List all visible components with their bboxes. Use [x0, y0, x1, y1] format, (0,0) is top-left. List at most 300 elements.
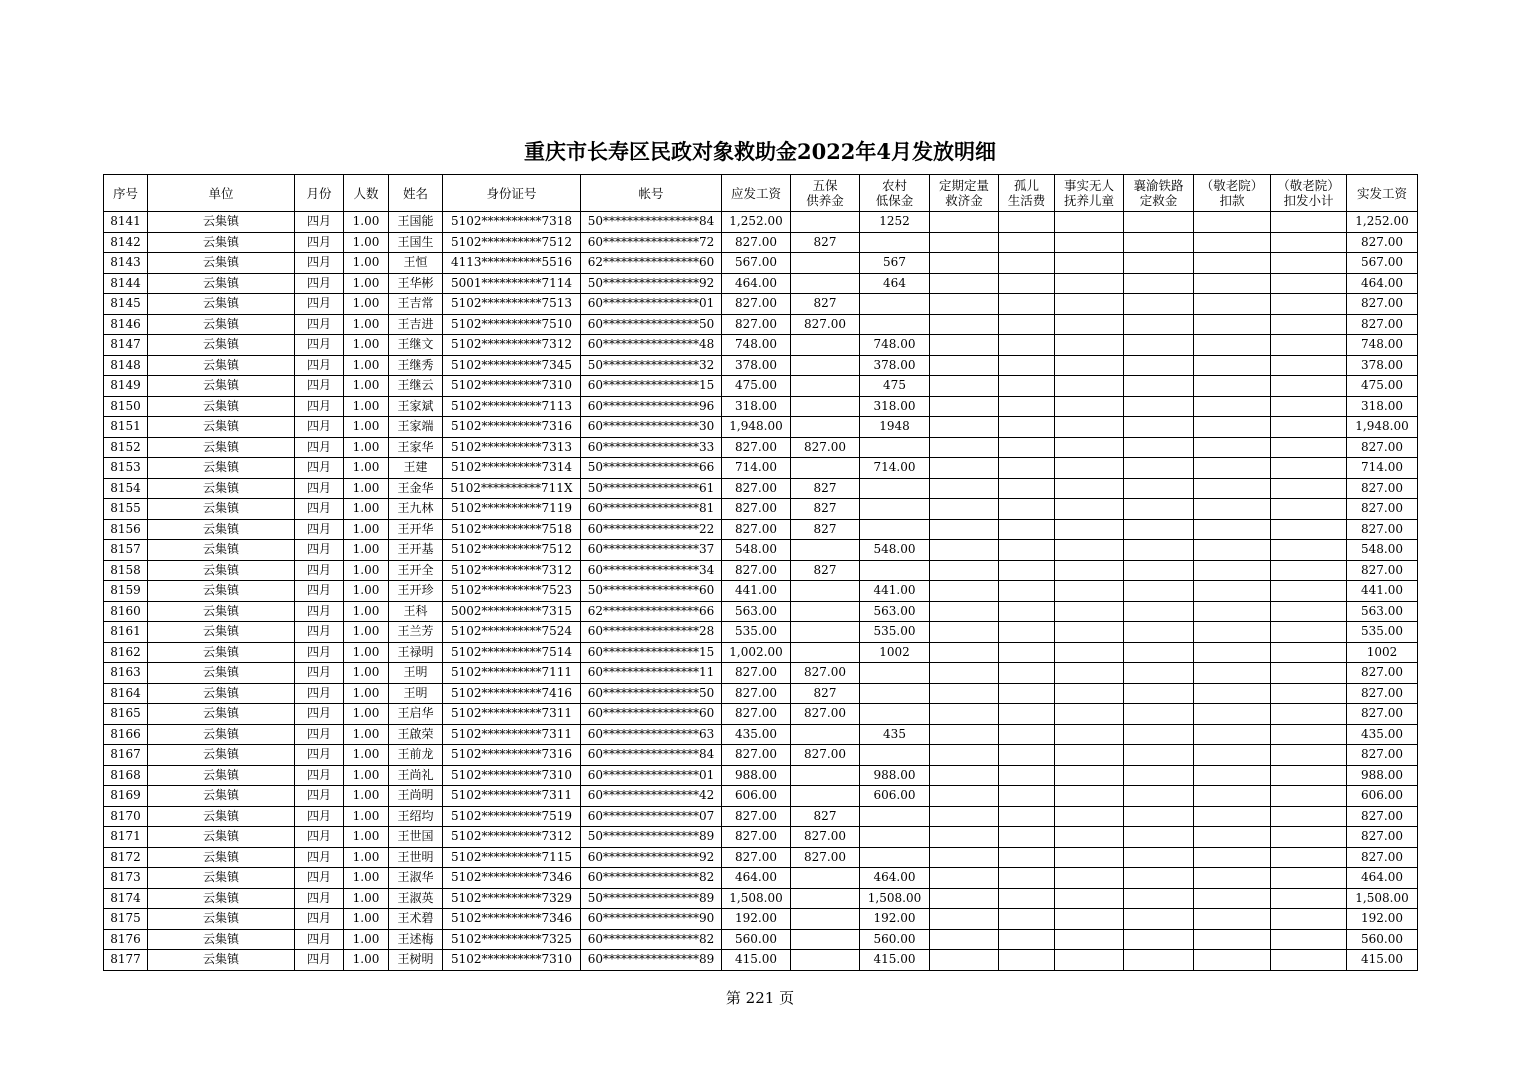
table-row: [104, 458, 1418, 479]
cell-empty: [1194, 601, 1271, 622]
cell-empty: [930, 458, 999, 479]
cell-empty: [1271, 745, 1347, 766]
cell-dibao: 318.00: [860, 396, 930, 417]
cell-actual: 827.00: [1347, 827, 1418, 848]
cell-id: 5102**********7346: [443, 909, 581, 930]
cell-empty: [1194, 212, 1271, 233]
cell-empty: [930, 519, 999, 540]
cell-seq: 8148: [104, 355, 148, 376]
cell-unit: 云集镇: [148, 601, 295, 622]
cell-name: 王述梅: [389, 929, 443, 950]
cell-empty: [1055, 519, 1124, 540]
cell-actual: 748.00: [1347, 335, 1418, 356]
cell-seq: 8144: [104, 273, 148, 294]
cell-seq: 8175: [104, 909, 148, 930]
cell-id: 5102**********7316: [443, 745, 581, 766]
cell-due: 606.00: [722, 786, 791, 807]
cell-empty: [1194, 560, 1271, 581]
cell-dibao: 714.00: [860, 458, 930, 479]
cell-empty: [930, 765, 999, 786]
cell-id: 5102**********7416: [443, 683, 581, 704]
cell-empty: [999, 601, 1055, 622]
cell-empty: [1124, 888, 1194, 909]
column-header: [999, 175, 1055, 212]
table-row: [104, 847, 1418, 868]
column-header-label: 序号: [112, 185, 138, 201]
cell-empty: [1194, 458, 1271, 479]
cell-due: 988.00: [722, 765, 791, 786]
cell-wubao: [791, 376, 860, 397]
cell-wubao: 827: [791, 519, 860, 540]
cell-empty: [1194, 765, 1271, 786]
cell-account: 60****************07: [581, 806, 722, 827]
column-header: [581, 175, 722, 212]
cell-empty: [930, 273, 999, 294]
cell-empty: [1271, 581, 1347, 602]
cell-unit: 云集镇: [148, 765, 295, 786]
cell-month: 四月: [295, 396, 344, 417]
cell-unit: 云集镇: [148, 355, 295, 376]
cell-due: 378.00: [722, 355, 791, 376]
cell-due: 441.00: [722, 581, 791, 602]
cell-actual: 567.00: [1347, 253, 1418, 274]
cell-seq: 8160: [104, 601, 148, 622]
cell-name: 王吉常: [389, 294, 443, 315]
cell-empty: [1124, 683, 1194, 704]
cell-wubao: [791, 929, 860, 950]
cell-seq: 8159: [104, 581, 148, 602]
cell-empty: [999, 745, 1055, 766]
cell-empty: [1271, 499, 1347, 520]
cell-empty: [1124, 786, 1194, 807]
cell-empty: [1055, 663, 1124, 684]
cell-seq: 8155: [104, 499, 148, 520]
cell-id: 5102**********7514: [443, 642, 581, 663]
cell-empty: [1124, 909, 1194, 930]
cell-unit: 云集镇: [148, 540, 295, 561]
cell-wubao: [791, 601, 860, 622]
cell-empty: [930, 581, 999, 602]
cell-account: 60****************01: [581, 765, 722, 786]
cell-empty: [1124, 765, 1194, 786]
cell-empty: [999, 232, 1055, 253]
cell-empty: [930, 478, 999, 499]
cell-due: 464.00: [722, 273, 791, 294]
cell-unit: 云集镇: [148, 314, 295, 335]
cell-unit: 云集镇: [148, 232, 295, 253]
cell-id: 5102**********7510: [443, 314, 581, 335]
cell-empty: [1055, 458, 1124, 479]
cell-dibao: [860, 663, 930, 684]
cell-name: 王兰芳: [389, 622, 443, 643]
cell-dibao: 1,508.00: [860, 888, 930, 909]
cell-empty: [1271, 519, 1347, 540]
cell-empty: [1124, 376, 1194, 397]
cell-empty: [930, 232, 999, 253]
cell-empty: [1271, 417, 1347, 438]
cell-due: 192.00: [722, 909, 791, 930]
cell-count: 1.00: [344, 232, 389, 253]
cell-month: 四月: [295, 314, 344, 335]
cell-count: 1.00: [344, 929, 389, 950]
cell-month: 四月: [295, 683, 344, 704]
cell-seq: 8169: [104, 786, 148, 807]
column-header-label: 月份: [306, 185, 332, 201]
cell-name: 王九林: [389, 499, 443, 520]
cell-empty: [1055, 437, 1124, 458]
table-header-row: [104, 175, 1418, 212]
cell-dibao: [860, 314, 930, 335]
cell-due: 827.00: [722, 704, 791, 725]
cell-wubao: 827.00: [791, 827, 860, 848]
cell-due: 318.00: [722, 396, 791, 417]
cell-month: 四月: [295, 294, 344, 315]
cell-month: 四月: [295, 704, 344, 725]
cell-actual: 827.00: [1347, 663, 1418, 684]
table-row: [104, 868, 1418, 889]
cell-empty: [1194, 396, 1271, 417]
cell-unit: 云集镇: [148, 950, 295, 971]
cell-empty: [1055, 745, 1124, 766]
cell-id: 5102**********7115: [443, 847, 581, 868]
cell-count: 1.00: [344, 273, 389, 294]
cell-actual: 560.00: [1347, 929, 1418, 950]
cell-empty: [930, 847, 999, 868]
cell-month: 四月: [295, 847, 344, 868]
cell-empty: [1271, 540, 1347, 561]
cell-count: 1.00: [344, 335, 389, 356]
cell-empty: [1194, 806, 1271, 827]
column-header: [930, 175, 999, 212]
cell-account: 60****************15: [581, 642, 722, 663]
cell-account: 60****************81: [581, 499, 722, 520]
cell-account: 50****************61: [581, 478, 722, 499]
cell-dibao: 548.00: [860, 540, 930, 561]
cell-count: 1.00: [344, 827, 389, 848]
cell-empty: [1271, 663, 1347, 684]
cell-dibao: 415.00: [860, 950, 930, 971]
cell-empty: [930, 745, 999, 766]
cell-count: 1.00: [344, 417, 389, 438]
cell-count: 1.00: [344, 806, 389, 827]
cell-wubao: [791, 212, 860, 233]
cell-count: 1.00: [344, 765, 389, 786]
table-row: [104, 601, 1418, 622]
cell-name: 王恒: [389, 253, 443, 274]
cell-empty: [999, 417, 1055, 438]
cell-account: 60****************96: [581, 396, 722, 417]
cell-name: 王前龙: [389, 745, 443, 766]
cell-actual: 827.00: [1347, 806, 1418, 827]
cell-month: 四月: [295, 806, 344, 827]
cell-unit: 云集镇: [148, 929, 295, 950]
cell-empty: [1194, 929, 1271, 950]
cell-empty: [999, 314, 1055, 335]
cell-empty: [1194, 273, 1271, 294]
table-row: [104, 335, 1418, 356]
cell-id: 5102**********7513: [443, 294, 581, 315]
cell-wubao: [791, 724, 860, 745]
cell-wubao: [791, 396, 860, 417]
cell-empty: [999, 868, 1055, 889]
cell-empty: [930, 950, 999, 971]
cell-unit: 云集镇: [148, 847, 295, 868]
cell-id: 5102**********7316: [443, 417, 581, 438]
column-header-label: 扣发小计: [1283, 193, 1334, 208]
table-row: [104, 417, 1418, 438]
cell-month: 四月: [295, 765, 344, 786]
cell-name: 王世国: [389, 827, 443, 848]
cell-empty: [1271, 724, 1347, 745]
cell-account: 60****************37: [581, 540, 722, 561]
cell-id: 5102**********7524: [443, 622, 581, 643]
cell-dibao: 748.00: [860, 335, 930, 356]
cell-seq: 8157: [104, 540, 148, 561]
cell-empty: [999, 560, 1055, 581]
cell-count: 1.00: [344, 847, 389, 868]
cell-id: 5102**********711X: [443, 478, 581, 499]
cell-empty: [999, 806, 1055, 827]
cell-empty: [1194, 847, 1271, 868]
cell-month: 四月: [295, 376, 344, 397]
cell-account: 50****************84: [581, 212, 722, 233]
cell-seq: 8147: [104, 335, 148, 356]
cell-empty: [930, 437, 999, 458]
cell-wubao: 827: [791, 232, 860, 253]
table-row: [104, 622, 1418, 643]
cell-dibao: [860, 847, 930, 868]
cell-count: 1.00: [344, 786, 389, 807]
cell-dibao: 535.00: [860, 622, 930, 643]
cell-empty: [1271, 765, 1347, 786]
cell-dibao: [860, 745, 930, 766]
cell-seq: 8168: [104, 765, 148, 786]
cell-due: 827.00: [722, 745, 791, 766]
cell-empty: [1124, 622, 1194, 643]
cell-empty: [999, 929, 1055, 950]
cell-empty: [1055, 560, 1124, 581]
cell-seq: 8142: [104, 232, 148, 253]
cell-empty: [1124, 581, 1194, 602]
cell-dibao: 606.00: [860, 786, 930, 807]
cell-empty: [1124, 355, 1194, 376]
column-header-label: 定期定量: [938, 178, 989, 193]
cell-empty: [1271, 232, 1347, 253]
cell-dibao: 567: [860, 253, 930, 274]
cell-dibao: [860, 437, 930, 458]
cell-empty: [1194, 683, 1271, 704]
cell-unit: 云集镇: [148, 458, 295, 479]
cell-empty: [1055, 929, 1124, 950]
cell-dibao: [860, 827, 930, 848]
cell-actual: 464.00: [1347, 273, 1418, 294]
cell-account: 50****************60: [581, 581, 722, 602]
cell-empty: [930, 724, 999, 745]
cell-seq: 8151: [104, 417, 148, 438]
cell-empty: [1055, 314, 1124, 335]
cell-empty: [1124, 499, 1194, 520]
cell-empty: [930, 786, 999, 807]
cell-count: 1.00: [344, 560, 389, 581]
cell-empty: [1055, 417, 1124, 438]
cell-wubao: [791, 950, 860, 971]
cell-empty: [1055, 540, 1124, 561]
cell-empty: [1271, 478, 1347, 499]
cell-count: 1.00: [344, 622, 389, 643]
cell-name: 王科: [389, 601, 443, 622]
cell-id: 5102**********7519: [443, 806, 581, 827]
cell-dibao: [860, 560, 930, 581]
cell-empty: [1055, 827, 1124, 848]
table-row: [104, 273, 1418, 294]
cell-actual: 827.00: [1347, 704, 1418, 725]
cell-unit: 云集镇: [148, 499, 295, 520]
table-row: [104, 478, 1418, 499]
cell-empty: [1271, 929, 1347, 950]
column-header-label: 襄渝铁路: [1133, 178, 1184, 193]
cell-id: 5102**********7310: [443, 376, 581, 397]
table-row: [104, 519, 1418, 540]
cell-empty: [1124, 437, 1194, 458]
cell-wubao: [791, 253, 860, 274]
cell-count: 1.00: [344, 724, 389, 745]
cell-dibao: [860, 294, 930, 315]
cell-empty: [1271, 355, 1347, 376]
cell-empty: [1194, 417, 1271, 438]
cell-due: 1,252.00: [722, 212, 791, 233]
cell-empty: [1124, 601, 1194, 622]
cell-empty: [1194, 232, 1271, 253]
cell-name: 王吉进: [389, 314, 443, 335]
cell-empty: [1194, 663, 1271, 684]
cell-account: 60****************82: [581, 868, 722, 889]
cell-unit: 云集镇: [148, 212, 295, 233]
cell-empty: [1124, 232, 1194, 253]
cell-empty: [999, 437, 1055, 458]
cell-wubao: [791, 581, 860, 602]
cell-seq: 8165: [104, 704, 148, 725]
cell-wubao: 827.00: [791, 847, 860, 868]
cell-seq: 8143: [104, 253, 148, 274]
cell-wubao: 827: [791, 499, 860, 520]
cell-empty: [1124, 478, 1194, 499]
column-header-label: 单位: [208, 185, 234, 201]
cell-seq: 8150: [104, 396, 148, 417]
cell-name: 王开珍: [389, 581, 443, 602]
cell-actual: 415.00: [1347, 950, 1418, 971]
cell-id: 5102**********7310: [443, 950, 581, 971]
cell-seq: 8149: [104, 376, 148, 397]
cell-empty: [999, 950, 1055, 971]
table-row: [104, 396, 1418, 417]
cell-account: 60****************63: [581, 724, 722, 745]
table-row: [104, 765, 1418, 786]
cell-empty: [1055, 642, 1124, 663]
cell-empty: [1055, 765, 1124, 786]
cell-unit: 云集镇: [148, 827, 295, 848]
cell-empty: [1124, 560, 1194, 581]
cell-actual: 475.00: [1347, 376, 1418, 397]
cell-empty: [930, 663, 999, 684]
cell-due: 714.00: [722, 458, 791, 479]
cell-name: 王建: [389, 458, 443, 479]
cell-empty: [999, 704, 1055, 725]
cell-empty: [999, 396, 1055, 417]
cell-seq: 8152: [104, 437, 148, 458]
cell-count: 1.00: [344, 355, 389, 376]
cell-actual: 827.00: [1347, 437, 1418, 458]
cell-empty: [1124, 929, 1194, 950]
cell-actual: 988.00: [1347, 765, 1418, 786]
cell-empty: [1271, 335, 1347, 356]
table-row: [104, 294, 1418, 315]
cell-empty: [1124, 519, 1194, 540]
cell-wubao: 827: [791, 560, 860, 581]
cell-empty: [1194, 622, 1271, 643]
cell-due: 827.00: [722, 827, 791, 848]
cell-name: 王明: [389, 683, 443, 704]
cell-empty: [1271, 847, 1347, 868]
cell-empty: [1271, 294, 1347, 315]
cell-id: 5102**********7318: [443, 212, 581, 233]
table-row: [104, 314, 1418, 335]
cell-month: 四月: [295, 458, 344, 479]
cell-due: 827.00: [722, 294, 791, 315]
cell-wubao: 827.00: [791, 704, 860, 725]
cell-dibao: 435: [860, 724, 930, 745]
cell-empty: [1194, 355, 1271, 376]
cell-empty: [1124, 950, 1194, 971]
cell-account: 50****************92: [581, 273, 722, 294]
column-header: [295, 175, 344, 212]
column-header-label: 定救金: [1139, 193, 1178, 208]
cell-wubao: [791, 765, 860, 786]
cell-due: 560.00: [722, 929, 791, 950]
column-header: [344, 175, 389, 212]
cell-name: 王尚明: [389, 786, 443, 807]
cell-empty: [999, 335, 1055, 356]
cell-empty: [1055, 273, 1124, 294]
cell-empty: [999, 827, 1055, 848]
cell-count: 1.00: [344, 704, 389, 725]
cell-empty: [930, 683, 999, 704]
cell-actual: 1,948.00: [1347, 417, 1418, 438]
cell-empty: [930, 888, 999, 909]
cell-month: 四月: [295, 253, 344, 274]
cell-empty: [1271, 396, 1347, 417]
cell-id: 5102**********7113: [443, 396, 581, 417]
cell-actual: 827.00: [1347, 847, 1418, 868]
cell-due: 1,002.00: [722, 642, 791, 663]
cell-due: 827.00: [722, 560, 791, 581]
cell-count: 1.00: [344, 683, 389, 704]
table-row: [104, 499, 1418, 520]
cell-empty: [930, 868, 999, 889]
cell-count: 1.00: [344, 458, 389, 479]
table-row: [104, 212, 1418, 233]
cell-unit: 云集镇: [148, 335, 295, 356]
table-row: [104, 581, 1418, 602]
cell-empty: [999, 847, 1055, 868]
cell-month: 四月: [295, 868, 344, 889]
cell-month: 四月: [295, 909, 344, 930]
cell-actual: 827.00: [1347, 560, 1418, 581]
column-header-label: 实发工资: [1356, 185, 1407, 201]
cell-empty: [1194, 950, 1271, 971]
cell-name: 王国生: [389, 232, 443, 253]
cell-wubao: [791, 458, 860, 479]
cell-count: 1.00: [344, 868, 389, 889]
